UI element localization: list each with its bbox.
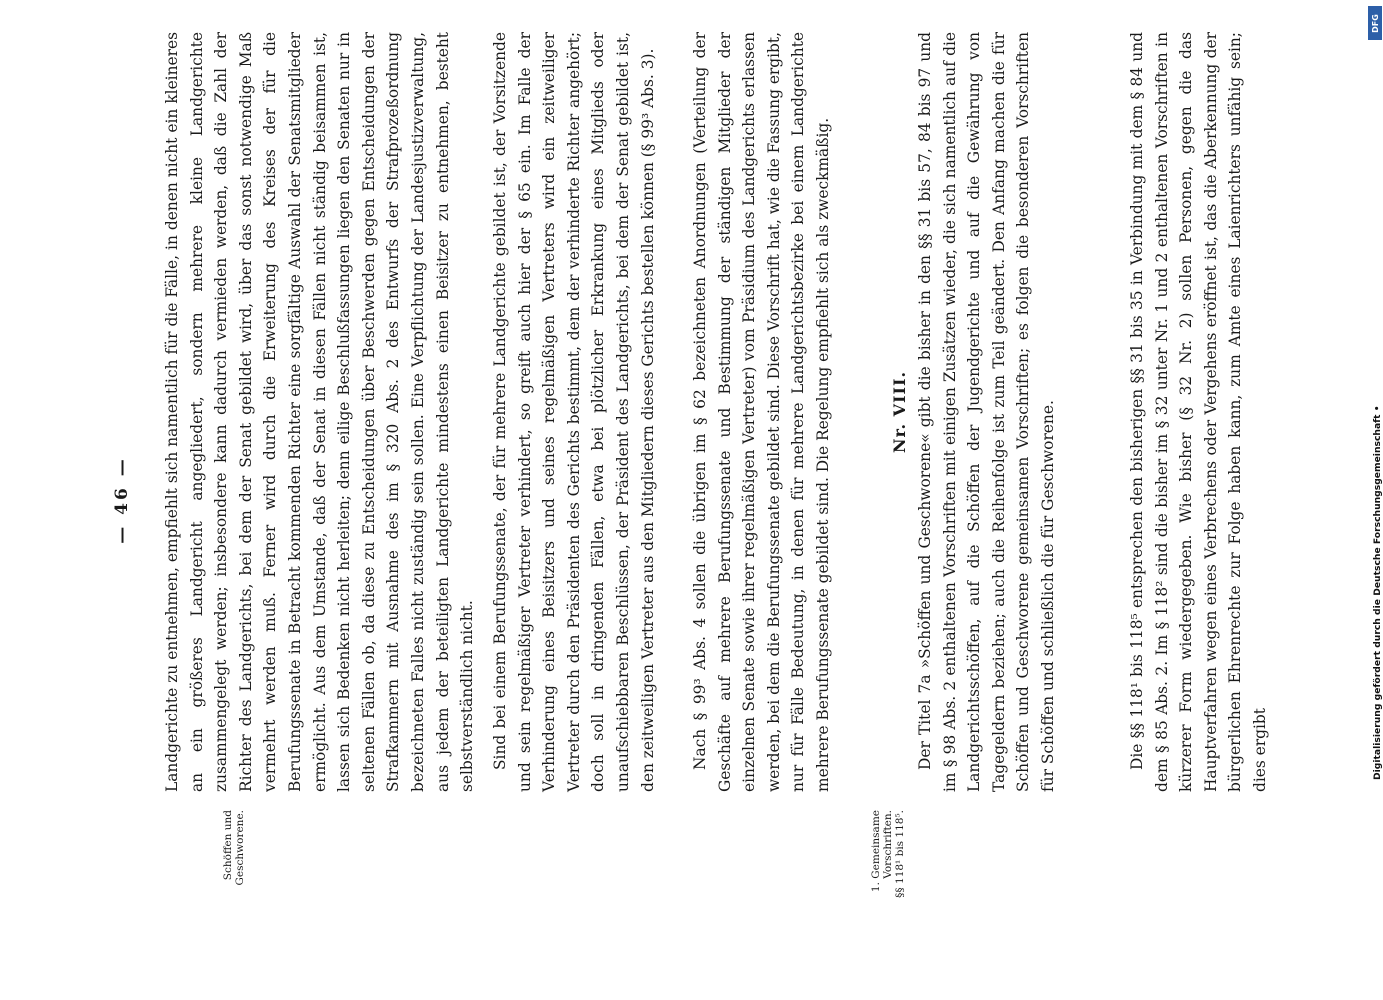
body-paragraph: Landgerichte zu entnehmen, empfiehlt sich namentlich für die Fälle, in denen nicht ein kleineres an ein größeres Landgericht angegliedert, sondern mehrere kleine Landgerichte zusammengelegt werden; insbesondere kann dadurch vermieden werden, daß die Zahl der Richter des Landgerichts, bei dem der Senat gebildet wird, über das sonst notwendige Maß vermehrt werden muß. Ferner wird durch die Erweiterung des Kreises der für die Berufungssenate in Betracht kommenden Richter eine sorgfältige Auswahl der Senatsmitglieder ermöglicht. Aus dem Umstande, daß der Senat in diesen Fällen nicht ständig beisammen ist, lassen sich Bedenken nicht herleiten; denn eilige Beschlußfassungen liegen den Senaten nur in seltenen Fällen ob, da diese zu Entscheidungen über Beschwerden gegen Entscheidungen der Strafkammern mit Ausnahme des im § 320 Abs. 2 des Entwurfs der Strafprozeßordnung bezeichneten Falles nicht zuständig sein sollen. Eine Verpflichtung der Landesjustizverwaltung, aus jedem der beteiligten Landgerichte mindestens einen Beisitzer zu entnehmen, besteht selbstverständlich nicht. (163, 32, 477, 792)
dfg-logo-text: DFG (1370, 13, 1380, 33)
margin-note-line: Vorschriften. (882, 810, 894, 879)
body-paragraph: Der Titel 7a »Schöffen und Geschworene« gibt die bisher in den §§ 31 bis 57, 84 bis 97 und im § 98 Abs. 2 enthaltenen Vorschriften mit einigen Zusätzen wieder, die sich namentlich auf die Landgerichtsschöffen, auf die Schöffen der Jugendgerichte und auf die Gewährung von Tagegeldern beziehen; auch die Reihenfolge ist zum Teil geändert. Den Anfang machen die für Schöffen und Geschworene gemeinsamen Vorschriften; es folgen die besonderen Vorschriften für Schöffen und schließlich die für Geschworene. (916, 32, 1057, 792)
margin-note-section-topic (222, 810, 246, 960)
margin-note-line: Schöffen und (222, 810, 234, 881)
body-paragraph: Die §§ 118¹ bis 118⁵ entsprechen den bisherigen §§ 31 bis 35 in Verbindung mit dem § 84 und dem § 85 Abs. 2. Im § 118² sind die bisher im § 32 unter Nr. 1 und 2 enthaltenen Vorschriften in kürzerer Form wiedergegeben. Wie bisher (§ 32 Nr. 2) sollen Personen, gegen die das Hauptverfahren wegen eines Verbrechens oder Vergehens eröffnet ist, das die Aberkennung der bürgerlichen Ehrenrechte zur Folge haben kann, zum Amte eines Laienrichters unfähig sein; dies ergibt (1128, 32, 1269, 792)
margin-note-line: §§ 118¹ bis 118⁵. (894, 810, 906, 898)
digitization-credit-text: Digitalisierung gefördert durch die Deutsche Forschungsgemeinschaft • (1372, 405, 1383, 780)
margin-note-line: 1. Gemeinsame (870, 810, 882, 893)
margin-note-subsection (870, 810, 906, 960)
body-paragraph: Sind bei einem Berufungssenate, der für mehrere Landgerichte gebildet ist, der Vorsitzende und sein regelmäßiger Vertreter verhindert, so greift auch hier der § 65 ein. Im Falle der Verhinderung eines Beisitzers und seines regelmäßigen Vertreters wird ein zeitweiliger Vertreter durch den Präsidenten des Gerichts bestimmt, dem der verhinderte Richter angehört; doch soll in dringenden Fällen, etwa bei plötzlicher Erkrankung eines Mitglieds oder unaufschiebbaren Beschlüssen, der Präsident des Landgerichts, bei dem der Senat gebildet ist, den zeitweiligen Vertreter aus den Mitgliedern dieses Gerichts bestellen können (§ 99³ Abs. 3). (491, 32, 657, 792)
section-heading: Nr. VIII. (890, 370, 909, 454)
body-paragraph: Nach § 99³ Abs. 4 sollen die übrigen im § 62 bezeichneten Anordnungen (Verteilung der Geschäfte auf mehrere Berufungssenate und Bestimmung der ständigen Mitglieder der einzelnen Senate sowie ihrer regelmäßigen Vertreter) vom Präsidium des Landgerichts erlassen werden, bei dem die Berufungssenate gebildet sind. Diese Vorschrift hat, wie die Fassung ergibt, nur für Fälle Bedeutung, in denen für mehrere Landgerichtsbezirke bei einem Landgerichte mehrere Berufungssenate gebildet sind. Die Regelung empfiehlt sich als zweckmäßig. (691, 32, 832, 792)
margin-note-line: Geschworene. (234, 810, 246, 886)
digitization-credit (1372, 10, 1383, 780)
page-number: — 46 — (112, 456, 132, 544)
